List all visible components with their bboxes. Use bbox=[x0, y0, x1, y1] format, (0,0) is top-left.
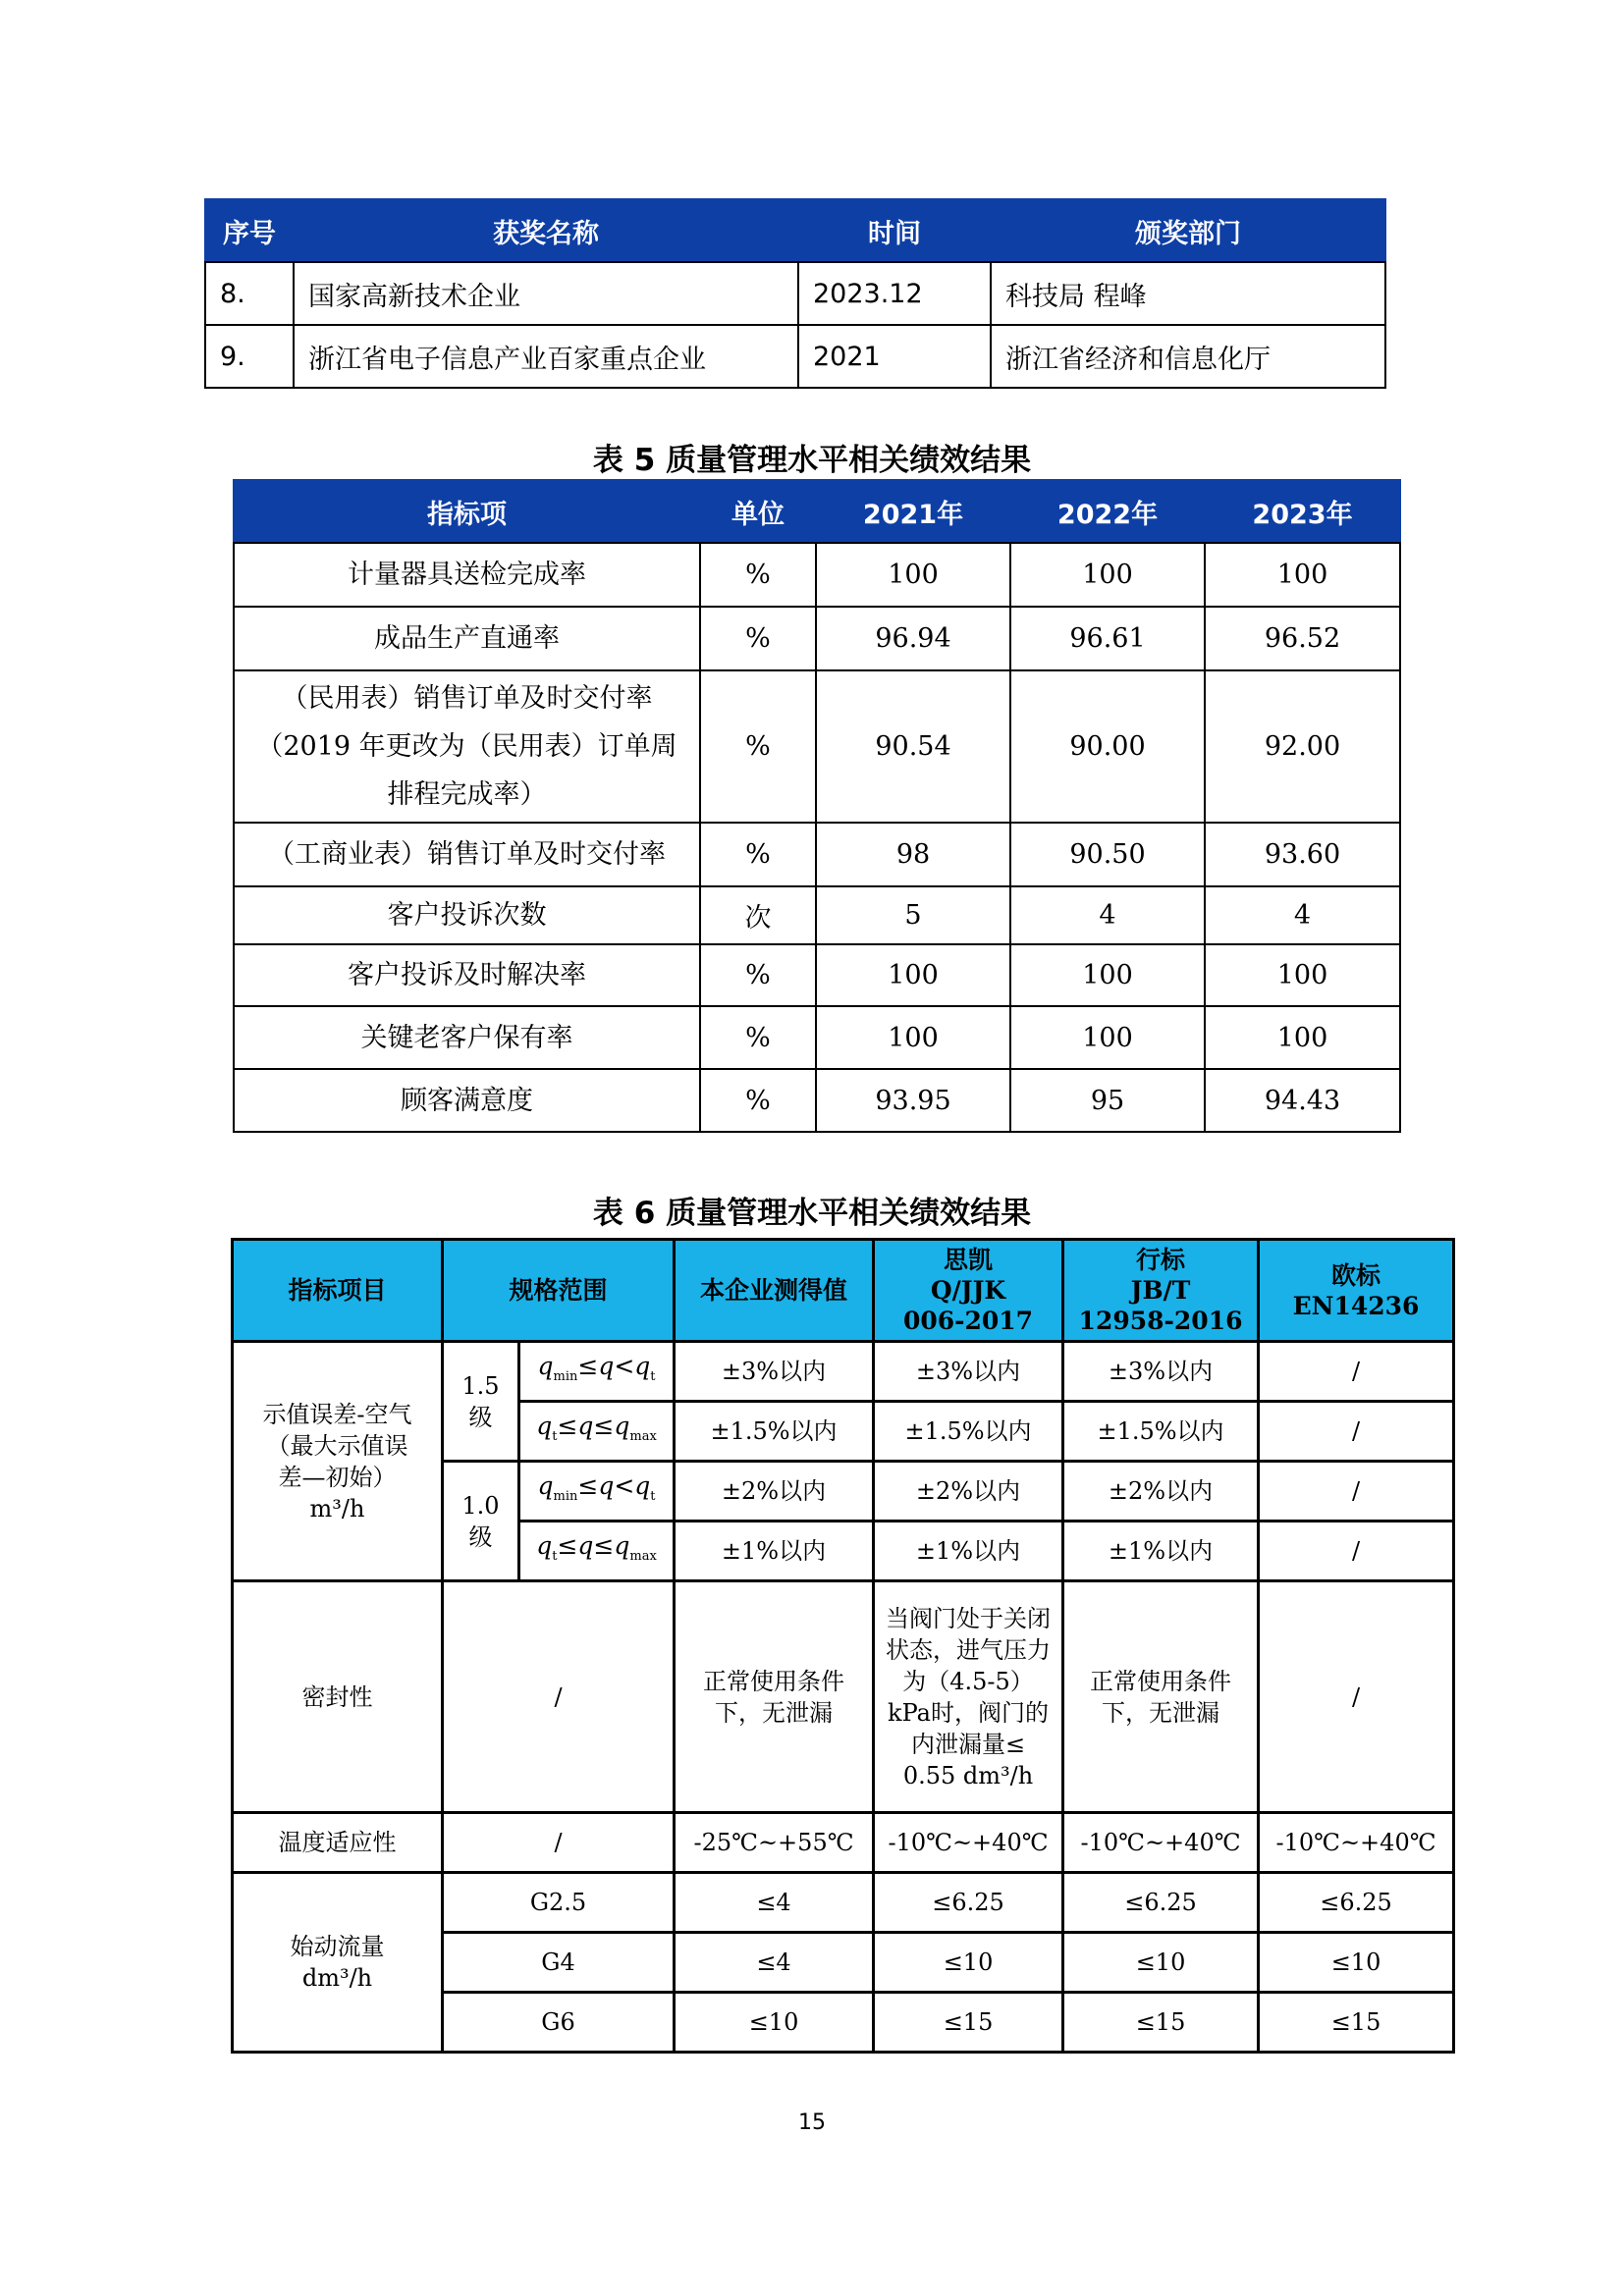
cell-seal-sikai: 当阀门处于关闭状态，进气压力为（4.5-5）kPa时，阀门的内泄漏量≤ 0.55 dm³/h bbox=[874, 1581, 1063, 1813]
cell-sikai: ≤10 bbox=[874, 1933, 1063, 1993]
cell-unit: % bbox=[700, 944, 816, 1006]
cell-2022: 100 bbox=[1010, 543, 1205, 607]
cell-2022: 100 bbox=[1010, 1006, 1205, 1069]
cell-sikai: ±1%以内 bbox=[874, 1522, 1063, 1581]
cell-industry: ±3%以内 bbox=[1063, 1342, 1259, 1402]
cell-measured: ≤4 bbox=[675, 1873, 874, 1933]
cell-formula bbox=[519, 1522, 675, 1581]
cell-industry: ≤6.25 bbox=[1063, 1873, 1259, 1933]
cell-measured: ±1.5%以内 bbox=[675, 1402, 874, 1462]
cell-spec: G4 bbox=[443, 1933, 675, 1993]
cell-seal-measured: 正常使用条件下，无泄漏 bbox=[675, 1581, 874, 1813]
awards-table bbox=[204, 198, 1386, 389]
cell-formula bbox=[519, 1462, 675, 1522]
table-row bbox=[205, 262, 1385, 325]
cell-sikai: ≤15 bbox=[874, 1993, 1063, 2053]
header-cell: 时间 bbox=[798, 199, 991, 262]
table-row bbox=[234, 607, 1400, 670]
header-industry-line2: JB/T bbox=[1130, 1276, 1191, 1305]
error-label-line3: 差—初始） bbox=[278, 1463, 397, 1491]
cell-2023: 92.00 bbox=[1205, 670, 1400, 823]
cell-2023: 96.52 bbox=[1205, 607, 1400, 670]
cell-industry: ±2%以内 bbox=[1063, 1462, 1259, 1522]
cell-unit: 次 bbox=[700, 886, 816, 944]
cell-seal-industry: 正常使用条件下，无泄漏 bbox=[1063, 1581, 1259, 1813]
cell-class-15: 1.5 级 bbox=[443, 1342, 519, 1462]
cell-sikai: ≤6.25 bbox=[874, 1873, 1063, 1933]
cell-eu: ≤10 bbox=[1259, 1933, 1454, 1993]
header-cell: 规格范围 bbox=[443, 1240, 675, 1342]
cell-item: （民用表）销售订单及时交付率（2019 年更改为（民用表）订单周排程完成率） bbox=[234, 670, 700, 823]
cell-2021: 98 bbox=[816, 823, 1010, 886]
cell-2021: 90.54 bbox=[816, 670, 1010, 823]
header-sikai-line2: Q/JJK bbox=[930, 1276, 1006, 1305]
header-cell: 本企业测得值 bbox=[675, 1240, 874, 1342]
cell-item: 客户投诉及时解决率 bbox=[234, 944, 700, 1006]
cell-formula bbox=[519, 1342, 675, 1402]
cell-unit: % bbox=[700, 607, 816, 670]
cell-formula bbox=[519, 1402, 675, 1462]
error-label-line1: 示值误差-空气 bbox=[262, 1400, 412, 1428]
cell-2023: 100 bbox=[1205, 1006, 1400, 1069]
cell-item: （工商业表）销售订单及时交付率 bbox=[234, 823, 700, 886]
cell-temp-label: 温度适应性 bbox=[233, 1813, 443, 1873]
cell-2023: 100 bbox=[1205, 944, 1400, 1006]
cell-eu: / bbox=[1259, 1522, 1454, 1581]
cell-unit: % bbox=[700, 823, 816, 886]
error-label-line2: （最大示值误 bbox=[266, 1431, 408, 1460]
cell-measured: ±2%以内 bbox=[675, 1462, 874, 1522]
table-header-row bbox=[234, 480, 1400, 543]
cell-seal-label: 密封性 bbox=[233, 1581, 443, 1813]
table5 bbox=[233, 479, 1401, 1133]
header-industry-line3: 12958-2016 bbox=[1078, 1307, 1243, 1335]
cell-industry: ±1%以内 bbox=[1063, 1522, 1259, 1581]
cell-item: 客户投诉次数 bbox=[234, 886, 700, 944]
cell-2021: 100 bbox=[816, 1006, 1010, 1069]
header-cell: 2022年 bbox=[1010, 480, 1205, 543]
cell-2023: 100 bbox=[1205, 543, 1400, 607]
table-row bbox=[233, 1342, 1454, 1402]
header-cell: 2023年 bbox=[1205, 480, 1400, 543]
table-row bbox=[233, 1581, 1454, 1813]
cell-temp-range: / bbox=[443, 1813, 675, 1873]
formula-qmin-q-qt: $q_{min}\le q<q_t$ bbox=[537, 1470, 656, 1504]
cell-unit: % bbox=[700, 670, 816, 823]
cell-item: 顾客满意度 bbox=[234, 1069, 700, 1132]
formula-qt-q-qmax: $q_t\le q\le q_{max}$ bbox=[536, 1411, 657, 1444]
cell-eu: / bbox=[1259, 1462, 1454, 1522]
cell-unit: % bbox=[700, 1006, 816, 1069]
table-row bbox=[233, 1813, 1454, 1873]
cell-dept: 浙江省经济和信息化厅 bbox=[991, 325, 1385, 388]
cell-sikai: ±2%以内 bbox=[874, 1462, 1063, 1522]
cell-2023: 93.60 bbox=[1205, 823, 1400, 886]
cell-industry: ≤15 bbox=[1063, 1993, 1259, 2053]
cell-eu: / bbox=[1259, 1342, 1454, 1402]
table6-caption: 表 6 质量管理水平相关绩效结果 bbox=[592, 1196, 1032, 1231]
cell-temp-industry: -10℃~+40℃ bbox=[1063, 1813, 1259, 1873]
header-industry-line1: 行标 bbox=[1136, 1246, 1186, 1274]
cell-time: 2021 bbox=[798, 325, 991, 388]
startflow-label-line2: dm³/h bbox=[301, 1964, 373, 1992]
cell-temp-measured: -25℃~+55℃ bbox=[675, 1813, 874, 1873]
table-header-row bbox=[205, 199, 1385, 262]
cell-seal-range: / bbox=[443, 1581, 675, 1813]
cell-eu: ≤15 bbox=[1259, 1993, 1454, 2053]
header-sikai-line3: 006-2017 bbox=[902, 1307, 1034, 1335]
header-cell: 指标项 bbox=[234, 480, 700, 543]
table-row bbox=[234, 944, 1400, 1006]
cell-2021: 96.94 bbox=[816, 607, 1010, 670]
cell-dept: 科技局 程峰 bbox=[991, 262, 1385, 325]
table-row bbox=[234, 670, 1400, 823]
table5-caption: 表 5 质量管理水平相关绩效结果 bbox=[592, 443, 1032, 478]
cell-2022: 90.00 bbox=[1010, 670, 1205, 823]
cell-unit: % bbox=[700, 543, 816, 607]
cell-2022: 100 bbox=[1010, 944, 1205, 1006]
error-label-line4: m³/h bbox=[309, 1494, 365, 1522]
cell-2021: 5 bbox=[816, 886, 1010, 944]
header-cell bbox=[1259, 1240, 1454, 1342]
header-cell: 单位 bbox=[700, 480, 816, 543]
cell-startflow-label bbox=[233, 1873, 443, 2053]
cell-spec: G2.5 bbox=[443, 1873, 675, 1933]
cell-item: 计量器具送检完成率 bbox=[234, 543, 700, 607]
cell-2023: 94.43 bbox=[1205, 1069, 1400, 1132]
cell-measured: ±1%以内 bbox=[675, 1522, 874, 1581]
startflow-label-line1: 始动流量 bbox=[290, 1933, 385, 1960]
table-row bbox=[205, 325, 1385, 388]
formula-qt-q-qmax: $q_t\le q\le q_{max}$ bbox=[536, 1530, 657, 1564]
cell-sikai: ±3%以内 bbox=[874, 1342, 1063, 1402]
cell-eu: ≤6.25 bbox=[1259, 1873, 1454, 1933]
header-cell: 颁奖部门 bbox=[991, 199, 1385, 262]
cell-temp-eu: -10℃~+40℃ bbox=[1259, 1813, 1454, 1873]
cell-time: 2023.12 bbox=[798, 262, 991, 325]
cell-measured: ≤4 bbox=[675, 1933, 874, 1993]
cell-2021: 100 bbox=[816, 944, 1010, 1006]
cell-2022: 96.61 bbox=[1010, 607, 1205, 670]
header-cell: 获奖名称 bbox=[294, 199, 798, 262]
cell-error-label bbox=[233, 1342, 443, 1581]
page-number: 15 bbox=[798, 2110, 826, 2135]
header-eu-line1: 欧标 bbox=[1331, 1260, 1381, 1290]
cell-no: 8. bbox=[205, 262, 294, 325]
cell-measured: ±3%以内 bbox=[675, 1342, 874, 1402]
formula-qmin-q-qt: $q_{min}\le q<q_t$ bbox=[537, 1351, 656, 1384]
cell-seal-eu: / bbox=[1259, 1581, 1454, 1813]
cell-eu: / bbox=[1259, 1402, 1454, 1462]
cell-name: 浙江省电子信息产业百家重点企业 bbox=[294, 325, 798, 388]
table-header-row bbox=[233, 1240, 1454, 1342]
cell-2021: 100 bbox=[816, 543, 1010, 607]
cell-2022: 95 bbox=[1010, 1069, 1205, 1132]
cell-item: 关键老客户保有率 bbox=[234, 1006, 700, 1069]
table-row bbox=[234, 1006, 1400, 1069]
cell-spec: G6 bbox=[443, 1993, 675, 2053]
header-cell: 2021年 bbox=[816, 480, 1010, 543]
cell-temp-sikai: -10℃~+40℃ bbox=[874, 1813, 1063, 1873]
header-eu-line2: EN14236 bbox=[1292, 1291, 1420, 1320]
header-cell bbox=[1063, 1240, 1259, 1342]
cell-2022: 90.50 bbox=[1010, 823, 1205, 886]
cell-measured: ≤10 bbox=[675, 1993, 874, 2053]
cell-2021: 93.95 bbox=[816, 1069, 1010, 1132]
table-row bbox=[234, 543, 1400, 607]
header-cell bbox=[874, 1240, 1063, 1342]
table-row bbox=[234, 886, 1400, 944]
cell-industry: ±1.5%以内 bbox=[1063, 1402, 1259, 1462]
table-row bbox=[233, 1873, 1454, 1933]
cell-2023: 4 bbox=[1205, 886, 1400, 944]
header-cell: 指标项目 bbox=[233, 1240, 443, 1342]
cell-class-10: 1.0 级 bbox=[443, 1462, 519, 1581]
cell-unit: % bbox=[700, 1069, 816, 1132]
table-row bbox=[234, 1069, 1400, 1132]
cell-industry: ≤10 bbox=[1063, 1933, 1259, 1993]
cell-2022: 4 bbox=[1010, 886, 1205, 944]
cell-sikai: ±1.5%以内 bbox=[874, 1402, 1063, 1462]
table-row bbox=[234, 823, 1400, 886]
cell-no: 9. bbox=[205, 325, 294, 388]
cell-name: 国家高新技术企业 bbox=[294, 262, 798, 325]
header-cell: 序号 bbox=[205, 199, 294, 262]
header-sikai-line1: 思凯 bbox=[944, 1246, 994, 1274]
cell-item: 成品生产直通率 bbox=[234, 607, 700, 670]
table6 bbox=[231, 1238, 1455, 2054]
